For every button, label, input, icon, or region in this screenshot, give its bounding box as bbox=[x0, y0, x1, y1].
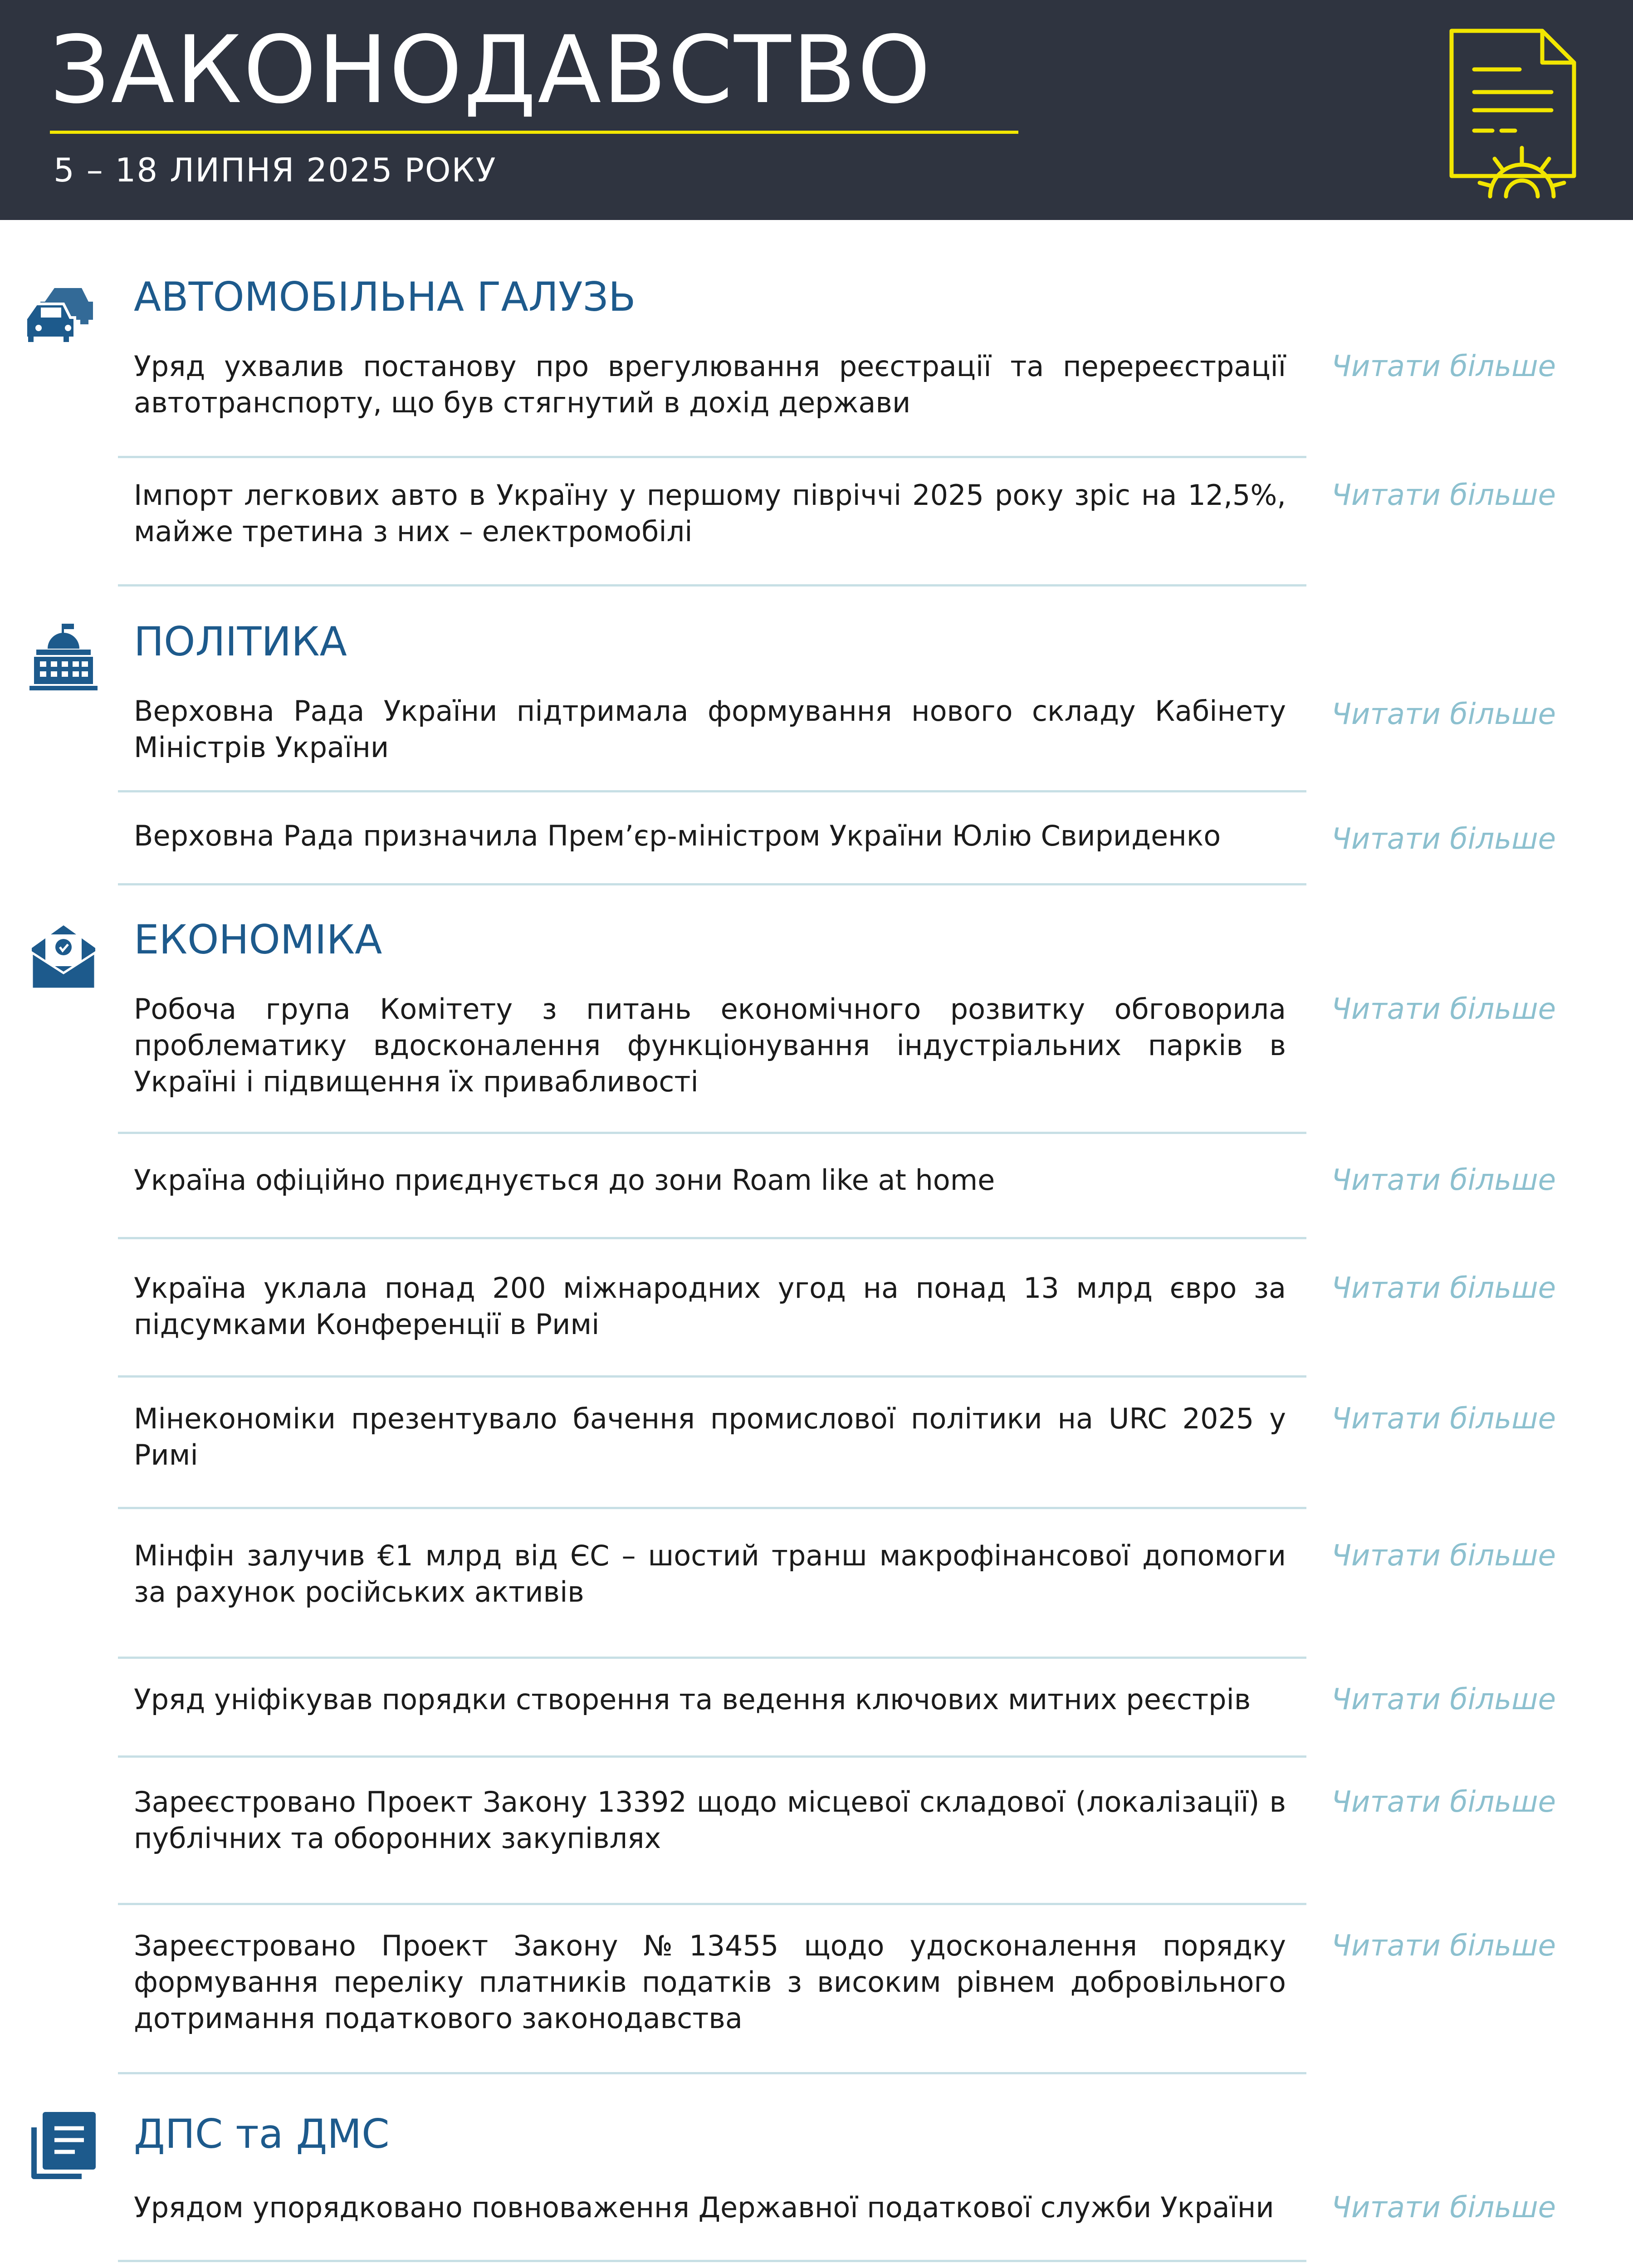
read-more-link[interactable]: Читати більше bbox=[1331, 1539, 1556, 1573]
read-more-link[interactable]: Читати більше bbox=[1331, 479, 1556, 512]
envelope-icon bbox=[27, 921, 100, 993]
document-gear-icon bbox=[1447, 26, 1588, 199]
page-header bbox=[0, 0, 1633, 220]
read-more-link[interactable]: Читати більше bbox=[1331, 350, 1556, 383]
divider bbox=[118, 1755, 1306, 1758]
read-more-link[interactable]: Читати більше bbox=[1331, 2191, 1556, 2224]
read-more-link[interactable]: Читати більше bbox=[1331, 992, 1556, 1026]
news-item: Мінфін залучив €1 млрд від ЄС – шостий транш макрофінансової допомоги за рахунок російських активів bbox=[134, 1539, 1286, 1608]
divider bbox=[118, 883, 1306, 885]
read-more-link[interactable]: Читати більше bbox=[1331, 1683, 1556, 1716]
news-item: Україна офіційно приєднується до зони Roam like at home bbox=[134, 1163, 995, 1197]
read-more-link[interactable]: Читати більше bbox=[1331, 1929, 1556, 1963]
section-title-politics: ПОЛІТИКА bbox=[134, 618, 347, 665]
news-item: Урядом упорядковано повноваження Державної податкової служби України bbox=[134, 2191, 1274, 2224]
section-title-auto: АВТОМОБІЛЬНА ГАЛУЗЬ bbox=[134, 274, 636, 320]
news-item: Верховна Рада України підтримала формування нового складу Кабінету Міністрів України bbox=[134, 694, 1286, 764]
divider bbox=[118, 1375, 1306, 1378]
page-title: ЗАКОНОДАВСТВО bbox=[50, 16, 932, 124]
divider bbox=[118, 2072, 1306, 2074]
news-item: Уряд ухвалив постанову про врегулювання реєстрації та перереєстрації автотранспорту, що був стягнутий в дохід держави bbox=[134, 350, 1286, 419]
news-item: Зареєстровано Проект Закону 13392 щодо місцевої складової (локалізації) в публічних та оборонних закупівлях bbox=[134, 1785, 1286, 1855]
news-item: Уряд уніфікував порядки створення та ведення ключових митних реєстрів bbox=[134, 1683, 1251, 1716]
news-item: Верховна Рада призначила Прем’єр-міністром України Юлію Свириденко bbox=[134, 819, 1221, 852]
news-item: Мінекономіки презентувало бачення промислової політики на URC 2025 у Римі bbox=[134, 1402, 1286, 1471]
divider bbox=[118, 1657, 1306, 1659]
divider bbox=[118, 1237, 1306, 1239]
read-more-link[interactable]: Читати більше bbox=[1331, 822, 1556, 856]
divider bbox=[118, 1507, 1306, 1509]
documents-icon bbox=[27, 2109, 100, 2182]
divider bbox=[118, 584, 1306, 587]
read-more-link[interactable]: Читати більше bbox=[1331, 1785, 1556, 1819]
news-item: Робоча група Комітету з питань економічного розвитку обговорила проблематику вдосконалення функціонування індустріальних парків в Україні і підвищення їх привабливості bbox=[134, 992, 1286, 1098]
cars-icon bbox=[27, 279, 100, 352]
section-title-economy: ЕКОНОМІКА bbox=[134, 916, 382, 963]
read-more-link[interactable]: Читати більше bbox=[1331, 1271, 1556, 1305]
divider bbox=[118, 790, 1306, 792]
parliament-icon bbox=[27, 621, 100, 694]
news-item: Імпорт легкових авто в Україну у першому півріччі 2025 року зріс на 12,5%, майже третина з них – електромобілі bbox=[134, 479, 1286, 548]
read-more-link[interactable]: Читати більше bbox=[1331, 1402, 1556, 1436]
divider bbox=[118, 1132, 1306, 1134]
news-item: Україна уклала понад 200 міжнародних угод на понад 13 млрд євро за підсумками Конференції в Римі bbox=[134, 1271, 1286, 1341]
read-more-link[interactable]: Читати більше bbox=[1331, 1163, 1556, 1197]
divider bbox=[118, 1903, 1306, 1905]
date-range: 5 – 18 ЛИПНЯ 2025 РОКУ bbox=[54, 151, 497, 189]
divider bbox=[118, 456, 1306, 458]
section-title-dps-dms: ДПС та ДМС bbox=[134, 2111, 390, 2157]
title-underline bbox=[50, 131, 1018, 134]
read-more-link[interactable]: Читати більше bbox=[1331, 698, 1556, 731]
news-item: Зареєстровано Проект Закону №13455 щодо удосконалення порядку формування переліку платників податків з високим рівнем добровільного дотримання податкового законодавства bbox=[134, 1929, 1286, 2035]
divider bbox=[118, 2260, 1306, 2262]
